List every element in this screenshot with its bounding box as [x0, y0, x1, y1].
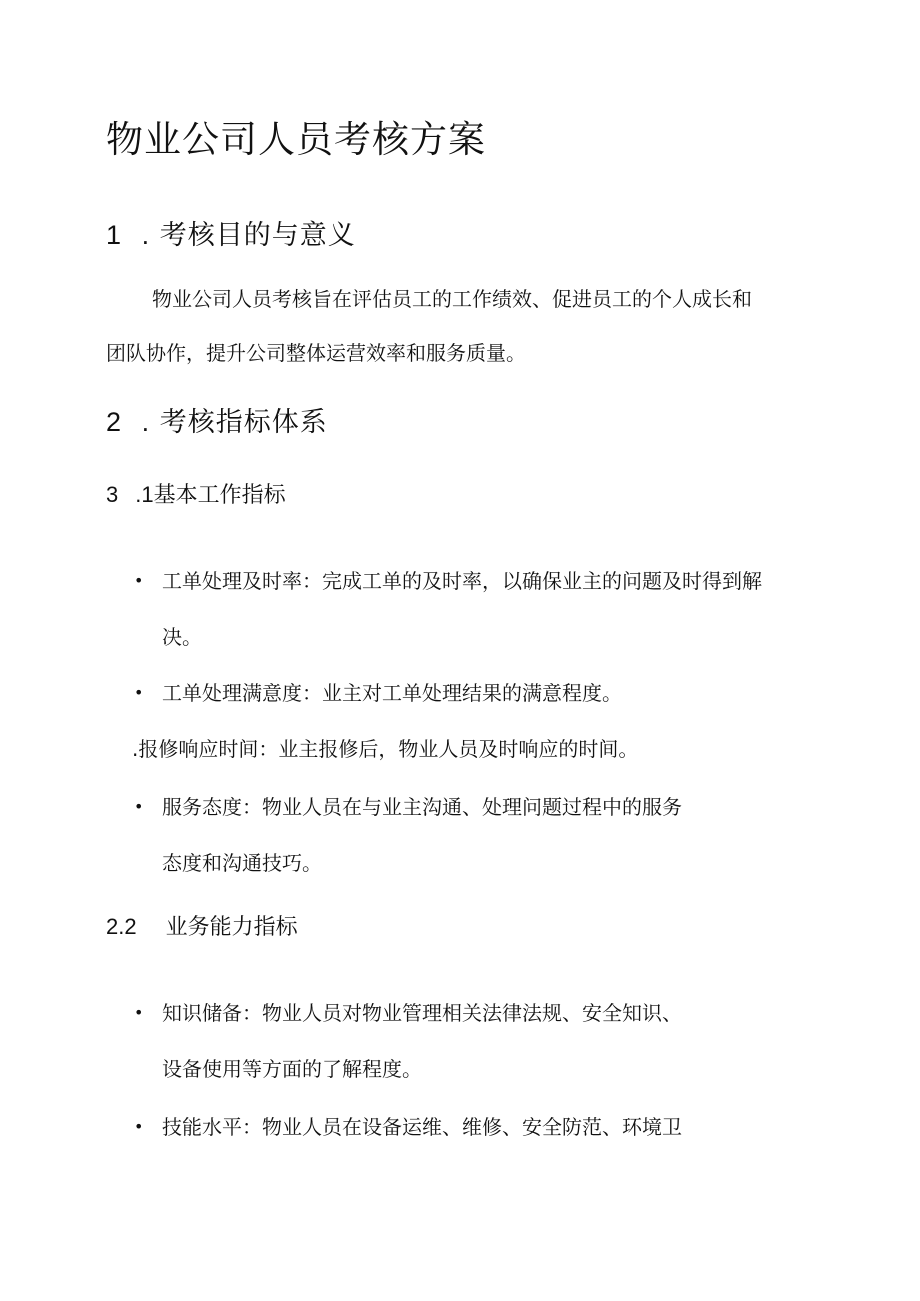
bullet-icon: • — [134, 571, 144, 590]
list-item-line-1 — [132, 734, 638, 764]
subsection-number: 2.2 — [106, 914, 137, 939]
section-1-paragraph-line-1: 物业公司人员考核旨在评估员工的工作绩效、促进员工的个人成长和 — [152, 287, 752, 311]
subsection-number-suffix: .1 — [135, 482, 154, 507]
subsection-number: 3 — [106, 482, 119, 507]
list-item-line-2: 态度和沟通技巧。 — [162, 851, 322, 875]
section-heading-text: 考核目的与意义 — [159, 220, 356, 251]
list-item-line-1: 工单处理及时率：完成工单的及时率，以确保业主的问题及时得到解 — [162, 569, 762, 593]
section-1-paragraph-line-2: 团队协作，提升公司整体运营效率和服务质量。 — [106, 341, 526, 365]
list-item-line-2: 设备使用等方面的了解程度。 — [162, 1057, 422, 1081]
subsection-2-heading — [106, 911, 298, 944]
list-item-line-1: 技能水平：物业人员在设备运维、维修、安全防范、环境卫 — [162, 1115, 682, 1139]
bullet-icon: • — [134, 797, 144, 816]
list-item-line-1: 服务态度：物业人员在与业主沟通、处理问题过程中的服务 — [162, 795, 682, 819]
subsection-heading-text: 基本工作指标 — [153, 483, 286, 508]
list-item-line-2: 决。 — [162, 625, 202, 649]
bullet-icon: • — [134, 1117, 144, 1136]
bullet-icon: • — [134, 1003, 144, 1022]
section-number: 1 — [106, 220, 123, 250]
list-item-line-1: 知识储备：物业人员对物业管理相关法律法规、安全知识、 — [162, 1001, 682, 1025]
bullet-marker: . — [132, 737, 139, 761]
section-1-heading — [106, 216, 356, 255]
section-number-separator: . — [141, 220, 151, 250]
section-2-heading — [106, 403, 328, 442]
list-item-line-1: 工单处理满意度：业主对工单处理结果的满意程度。 — [162, 681, 622, 705]
section-number: 2 — [106, 407, 123, 437]
section-number-separator: . — [141, 407, 151, 437]
section-heading-text: 考核指标体系 — [159, 407, 328, 438]
document-title: 物业公司人员考核方案 — [106, 118, 486, 161]
subsection-1-heading — [106, 479, 286, 512]
list-item-text: 报修响应时间：业主报修后，物业人员及时响应的时间。 — [138, 737, 639, 761]
bullet-icon: • — [134, 683, 144, 702]
subsection-heading-text: 业务能力指标 — [165, 915, 298, 940]
